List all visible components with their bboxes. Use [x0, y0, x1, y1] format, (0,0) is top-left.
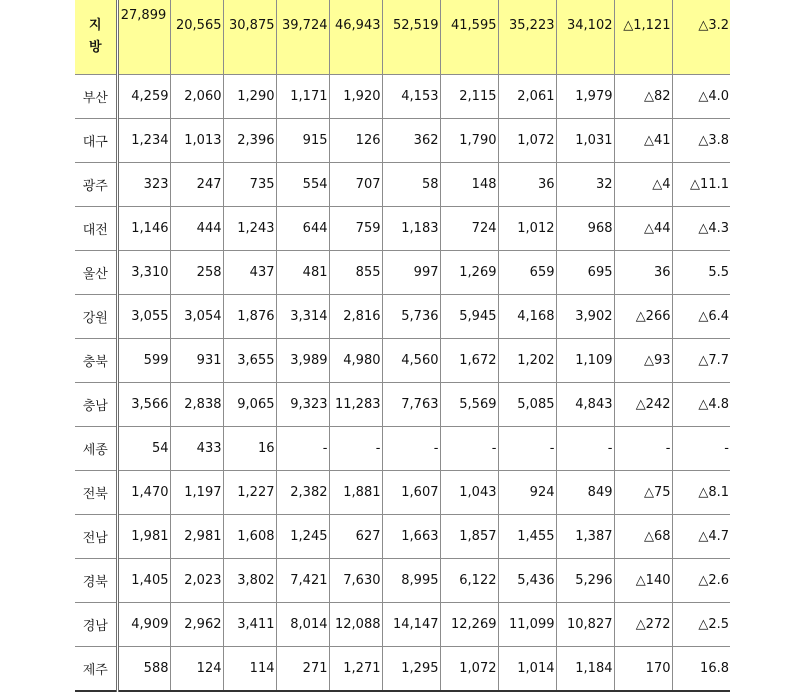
row-label-regional-total [75, 0, 117, 75]
table-cell: 2,981 [170, 515, 223, 559]
table-cell: 1,790 [440, 119, 498, 163]
table-cell: △4 [614, 163, 672, 207]
table-cell: △7.7 [672, 339, 730, 383]
table-row-regional-total [75, 0, 730, 75]
table-cell: △2.6 [672, 559, 730, 603]
table-row [75, 647, 730, 692]
table-cell: 36 [614, 251, 672, 295]
table-row [75, 251, 730, 295]
table-row [75, 119, 730, 163]
table-cell: 1,146 [117, 207, 170, 251]
table-cell: 1,881 [329, 471, 382, 515]
table-cell: 3,310 [117, 251, 170, 295]
table-cell: △272 [614, 603, 672, 647]
table-cell: 5,736 [382, 295, 440, 339]
table-cell: 759 [329, 207, 382, 251]
table-cell: 323 [117, 163, 170, 207]
row-label-region: 광주 [75, 163, 117, 207]
table-cell: 924 [498, 471, 556, 515]
table-cell: 5,436 [498, 559, 556, 603]
table-cell: 1,470 [117, 471, 170, 515]
table-cell: 35,223 [498, 0, 556, 75]
table-cell: 437 [223, 251, 276, 295]
table-cell: 5,945 [440, 295, 498, 339]
table-cell: - [498, 427, 556, 471]
table-row [75, 559, 730, 603]
table-cell: 707 [329, 163, 382, 207]
table-cell: 4,168 [498, 295, 556, 339]
table-cell: 52,519 [382, 0, 440, 75]
table-cell: △11.1 [672, 163, 730, 207]
table-cell: 724 [440, 207, 498, 251]
table-cell: 433 [170, 427, 223, 471]
table-cell: 58 [382, 163, 440, 207]
table-cell: 644 [276, 207, 329, 251]
table-cell: 659 [498, 251, 556, 295]
table-cell: 4,259 [117, 75, 170, 119]
table-cell: 1,013 [170, 119, 223, 163]
table-row [75, 515, 730, 559]
table-cell: △4.7 [672, 515, 730, 559]
table-cell: 5,296 [556, 559, 614, 603]
regional-data-table-container [75, 0, 729, 692]
table-cell: 1,183 [382, 207, 440, 251]
table-cell: 3,989 [276, 339, 329, 383]
table-cell: 126 [329, 119, 382, 163]
table-cell: △44 [614, 207, 672, 251]
table-cell: 5.5 [672, 251, 730, 295]
table-cell: △4.3 [672, 207, 730, 251]
table-cell: 114 [223, 647, 276, 692]
table-cell: 7,421 [276, 559, 329, 603]
table-cell: 5,085 [498, 383, 556, 427]
table-cell: 1,197 [170, 471, 223, 515]
table-cell: 14,147 [382, 603, 440, 647]
table-cell: △82 [614, 75, 672, 119]
table-body [75, 0, 730, 691]
row-label-region: 대전 [75, 207, 117, 251]
table-cell: 695 [556, 251, 614, 295]
table-cell: 3,314 [276, 295, 329, 339]
table-cell: 4,909 [117, 603, 170, 647]
table-cell: 36 [498, 163, 556, 207]
table-cell: △242 [614, 383, 672, 427]
table-cell: 41,595 [440, 0, 498, 75]
row-label-region: 울산 [75, 251, 117, 295]
table-cell: 39,724 [276, 0, 329, 75]
table-cell: 8,995 [382, 559, 440, 603]
table-cell: 4,980 [329, 339, 382, 383]
row-label-region: 강원 [75, 295, 117, 339]
table-cell: 10,827 [556, 603, 614, 647]
table-cell: 2,060 [170, 75, 223, 119]
table-cell: 5,569 [440, 383, 498, 427]
table-cell: 1,295 [382, 647, 440, 692]
table-row [75, 339, 730, 383]
table-cell: 1,184 [556, 647, 614, 692]
table-cell: △6.4 [672, 295, 730, 339]
table-cell: △4.0 [672, 75, 730, 119]
row-label-region: 전북 [75, 471, 117, 515]
table-cell: 599 [117, 339, 170, 383]
table-cell: 2,023 [170, 559, 223, 603]
table-row [75, 383, 730, 427]
table-row [75, 295, 730, 339]
row-label-region: 부산 [75, 75, 117, 119]
table-cell: 1,072 [498, 119, 556, 163]
row-label-region: 제주 [75, 647, 117, 692]
table-cell: 915 [276, 119, 329, 163]
table-cell: 3,655 [223, 339, 276, 383]
table-row [75, 75, 730, 119]
table-cell: △93 [614, 339, 672, 383]
table-cell: △3.8 [672, 119, 730, 163]
table-cell: 4,153 [382, 75, 440, 119]
table-cell: 32 [556, 163, 614, 207]
table-cell: 1,920 [329, 75, 382, 119]
row-label-region: 충남 [75, 383, 117, 427]
table-cell: 849 [556, 471, 614, 515]
table-cell: 54 [117, 427, 170, 471]
table-cell: 9,065 [223, 383, 276, 427]
table-cell: 1,202 [498, 339, 556, 383]
table-cell: 7,763 [382, 383, 440, 427]
table-cell: 34,102 [556, 0, 614, 75]
table-cell: 3,566 [117, 383, 170, 427]
table-cell: △75 [614, 471, 672, 515]
table-cell: 30,875 [223, 0, 276, 75]
table-cell: 554 [276, 163, 329, 207]
table-cell: - [382, 427, 440, 471]
table-cell: 2,396 [223, 119, 276, 163]
table-cell: 588 [117, 647, 170, 692]
table-cell: 4,843 [556, 383, 614, 427]
table-cell: 46,943 [329, 0, 382, 75]
table-cell: △1,121 [614, 0, 672, 75]
table-cell: 855 [329, 251, 382, 295]
table-cell: 1,234 [117, 119, 170, 163]
table-cell: - [672, 427, 730, 471]
table-cell: - [276, 427, 329, 471]
table-cell: 271 [276, 647, 329, 692]
table-cell: 1,171 [276, 75, 329, 119]
table-cell: 1,012 [498, 207, 556, 251]
table-row [75, 207, 730, 251]
table-cell: △266 [614, 295, 672, 339]
table-cell: 931 [170, 339, 223, 383]
table-cell: 20,565 [170, 0, 223, 75]
table-cell: 247 [170, 163, 223, 207]
row-label-region: 경남 [75, 603, 117, 647]
table-cell: 11,283 [329, 383, 382, 427]
table-cell: 9,323 [276, 383, 329, 427]
table-cell: △2.5 [672, 603, 730, 647]
table-cell: 1,979 [556, 75, 614, 119]
table-cell: 1,455 [498, 515, 556, 559]
table-cell: 1,109 [556, 339, 614, 383]
table-cell: △3.2 [672, 0, 730, 75]
row-label-region: 충북 [75, 339, 117, 383]
table-cell: 1,672 [440, 339, 498, 383]
row-label-region: 대구 [75, 119, 117, 163]
table-cell: 2,838 [170, 383, 223, 427]
table-cell: 997 [382, 251, 440, 295]
table-cell: 1,981 [117, 515, 170, 559]
table-row [75, 471, 730, 515]
table-cell: 258 [170, 251, 223, 295]
table-cell: △8.1 [672, 471, 730, 515]
table-cell: △41 [614, 119, 672, 163]
table-cell: 1,245 [276, 515, 329, 559]
table-cell: 627 [329, 515, 382, 559]
table-cell: 2,115 [440, 75, 498, 119]
table-cell: 1,014 [498, 647, 556, 692]
table-cell: 3,902 [556, 295, 614, 339]
table-cell: 3,802 [223, 559, 276, 603]
table-cell: 12,269 [440, 603, 498, 647]
table-cell: 27,899 [117, 0, 170, 75]
table-cell: △140 [614, 559, 672, 603]
table-cell: 1,857 [440, 515, 498, 559]
table-cell: - [440, 427, 498, 471]
table-row [75, 427, 730, 471]
table-cell: 1,387 [556, 515, 614, 559]
table-cell: 8,014 [276, 603, 329, 647]
table-cell: 12,088 [329, 603, 382, 647]
table-cell: 1,227 [223, 471, 276, 515]
table-cell: 1,243 [223, 207, 276, 251]
table-cell: 735 [223, 163, 276, 207]
table-cell: 4,560 [382, 339, 440, 383]
row-label-region: 세종 [75, 427, 117, 471]
table-cell: 3,054 [170, 295, 223, 339]
table-cell: 444 [170, 207, 223, 251]
table-cell: 1,031 [556, 119, 614, 163]
table-cell: 1,290 [223, 75, 276, 119]
row-label-region: 경북 [75, 559, 117, 603]
table-cell: 1,072 [440, 647, 498, 692]
table-cell: △68 [614, 515, 672, 559]
table-cell: 124 [170, 647, 223, 692]
table-cell: - [614, 427, 672, 471]
table-cell: 3,055 [117, 295, 170, 339]
regional-data-table [75, 0, 730, 692]
table-cell: 170 [614, 647, 672, 692]
table-cell: - [329, 427, 382, 471]
table-cell: 148 [440, 163, 498, 207]
table-cell: 16.8 [672, 647, 730, 692]
table-cell: 1,043 [440, 471, 498, 515]
table-cell: 1,876 [223, 295, 276, 339]
table-cell: 16 [223, 427, 276, 471]
table-cell: 968 [556, 207, 614, 251]
row-label-line-1: 지 [88, 18, 102, 33]
table-cell: 2,061 [498, 75, 556, 119]
table-cell: 2,962 [170, 603, 223, 647]
table-cell: 1,405 [117, 559, 170, 603]
table-cell: 1,608 [223, 515, 276, 559]
table-cell: 3,411 [223, 603, 276, 647]
table-cell: 1,271 [329, 647, 382, 692]
table-cell: 6,122 [440, 559, 498, 603]
table-cell: 7,630 [329, 559, 382, 603]
table-cell: - [556, 427, 614, 471]
table-cell: 2,816 [329, 295, 382, 339]
table-cell: 1,269 [440, 251, 498, 295]
row-label-region: 전남 [75, 515, 117, 559]
table-row [75, 163, 730, 207]
table-row [75, 603, 730, 647]
table-cell: 2,382 [276, 471, 329, 515]
table-cell: △4.8 [672, 383, 730, 427]
table-cell: 1,607 [382, 471, 440, 515]
table-cell: 481 [276, 251, 329, 295]
table-cell: 11,099 [498, 603, 556, 647]
row-label-line-2: 방 [88, 40, 102, 55]
table-cell: 1,663 [382, 515, 440, 559]
table-cell: 362 [382, 119, 440, 163]
